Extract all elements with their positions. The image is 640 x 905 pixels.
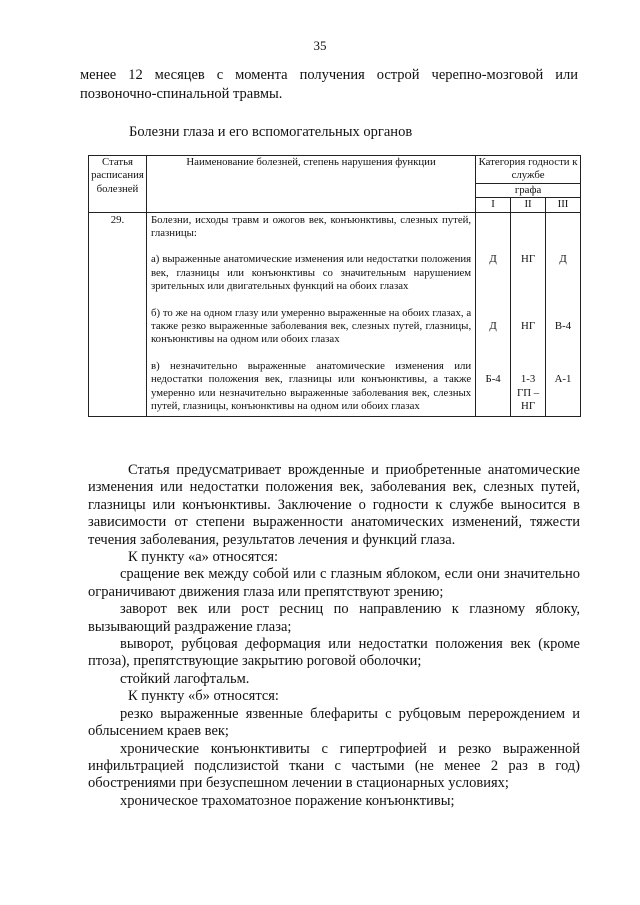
header-col-2: II (511, 198, 546, 212)
header-col-1: I (476, 198, 511, 212)
table-row (89, 212, 581, 416)
paragraph-statute: Статья предусматривает врожденные и приобретенные анатомические изменения или недостатки положения век, заболевания век, слезных путей, глазницы или конъюнктивы. Заключение о годности к службе выносится в зависимости от степени выраженности анатомических изменений, тяжести течения заболевания, результатов лечения и функций глаза. (88, 462, 580, 548)
item-c-cat-2a: 1-3 (520, 373, 536, 386)
header-graph: графа (476, 183, 581, 197)
paragraph-a-4: стойкий лагофтальм. (120, 670, 250, 687)
category-col-3 (546, 212, 581, 416)
category-col-2 (511, 212, 546, 416)
item-b-text: б) то же на одном глазу или умеренно выраженные на обоих глазах, а также резко выраженные заболевания век, слезных путей, глазницы, конъюнктивы на одном или обоих глазах (150, 306, 472, 346)
header-name: Наименование болезней, степень нарушения функции (146, 156, 475, 213)
item-c-cat-2b: ГП – (516, 386, 540, 399)
paragraph-a-2: заворот век или рост ресниц по направлению к глазному яблоку, вызывающий раздражение глаза; (88, 601, 580, 635)
header-category: Категория годности к службе (476, 156, 581, 184)
section-title: Болезни глаза и его вспомогательных органов (129, 124, 413, 140)
paragraph-a-3: выворот, рубцовая деформация или недостатки положения век (кроме птоза), препятствующие закрытию роговой оболочки; (88, 636, 580, 670)
item-a-cat-2: НГ (521, 252, 536, 265)
article-number: 29. (89, 212, 147, 416)
item-b-cat-3: В-4 (554, 320, 572, 333)
item-c-cat-1: Б-4 (485, 373, 501, 386)
body-text (88, 462, 580, 810)
item-a-cat-1: Д (489, 252, 497, 265)
paragraph-point-b-heading: К пункту «б» относятся: (128, 688, 279, 705)
item-b-cat-2: НГ (521, 320, 536, 333)
diseases-table (88, 155, 581, 417)
intro-paragraph: менее 12 месяцев с момента получения острой черепно-мозговой или позвоночно-спинальной травмы. (80, 67, 578, 102)
page-number: 35 (313, 38, 327, 53)
item-a-cat-3: Д (559, 252, 567, 265)
row-title: Болезни, исходы травм и ожогов век, конъюнктивы, слезных путей, глазницы: (150, 213, 472, 240)
item-c-cat-3: А-1 (554, 373, 572, 386)
header-article: Статья расписания болезней (89, 156, 147, 213)
disease-description (146, 212, 475, 416)
paragraph-point-a-heading: К пункту «а» относятся: (128, 549, 279, 566)
paragraph-b-3: хроническое трахоматозное поражение конъюнктивы; (120, 792, 455, 809)
item-c-cat-2c: НГ (521, 400, 536, 413)
paragraph-b-1: резко выраженные язвенные блефариты с рубцовым перерождением и облысением краев век; (88, 705, 580, 740)
item-b-cat-1: Д (489, 320, 497, 333)
paragraph-a-1: сращение век между собой или с глазным яблоком, если они значительно ограничивают движения глаза или препятствуют зрению; (88, 566, 580, 600)
item-c-text: в) незначительно выраженные анатомические изменения или недостатки положения век, глазницы или конъюнктивы, а также умеренно или незначительно выраженные заболевания век, слезных путей, глазницы, конъюнктивы на одном или обоих глазах (150, 359, 472, 413)
header-col-3: III (546, 198, 581, 212)
category-col-1 (476, 212, 511, 416)
paragraph-b-2: хронические конъюнктивиты с гипертрофией и резко выраженной инфильтрацией подслизистой ткани с частыми (не менее 2 раз в год) обострениями при безуспешном лечении в стационарных условиях; (88, 740, 580, 792)
item-a-text: а) выраженные анатомические изменения или недостатки положения век, глазницы или конъюнктивы со значительным нарушением зрительных или двигательных функций на обоих глазах (150, 253, 472, 293)
